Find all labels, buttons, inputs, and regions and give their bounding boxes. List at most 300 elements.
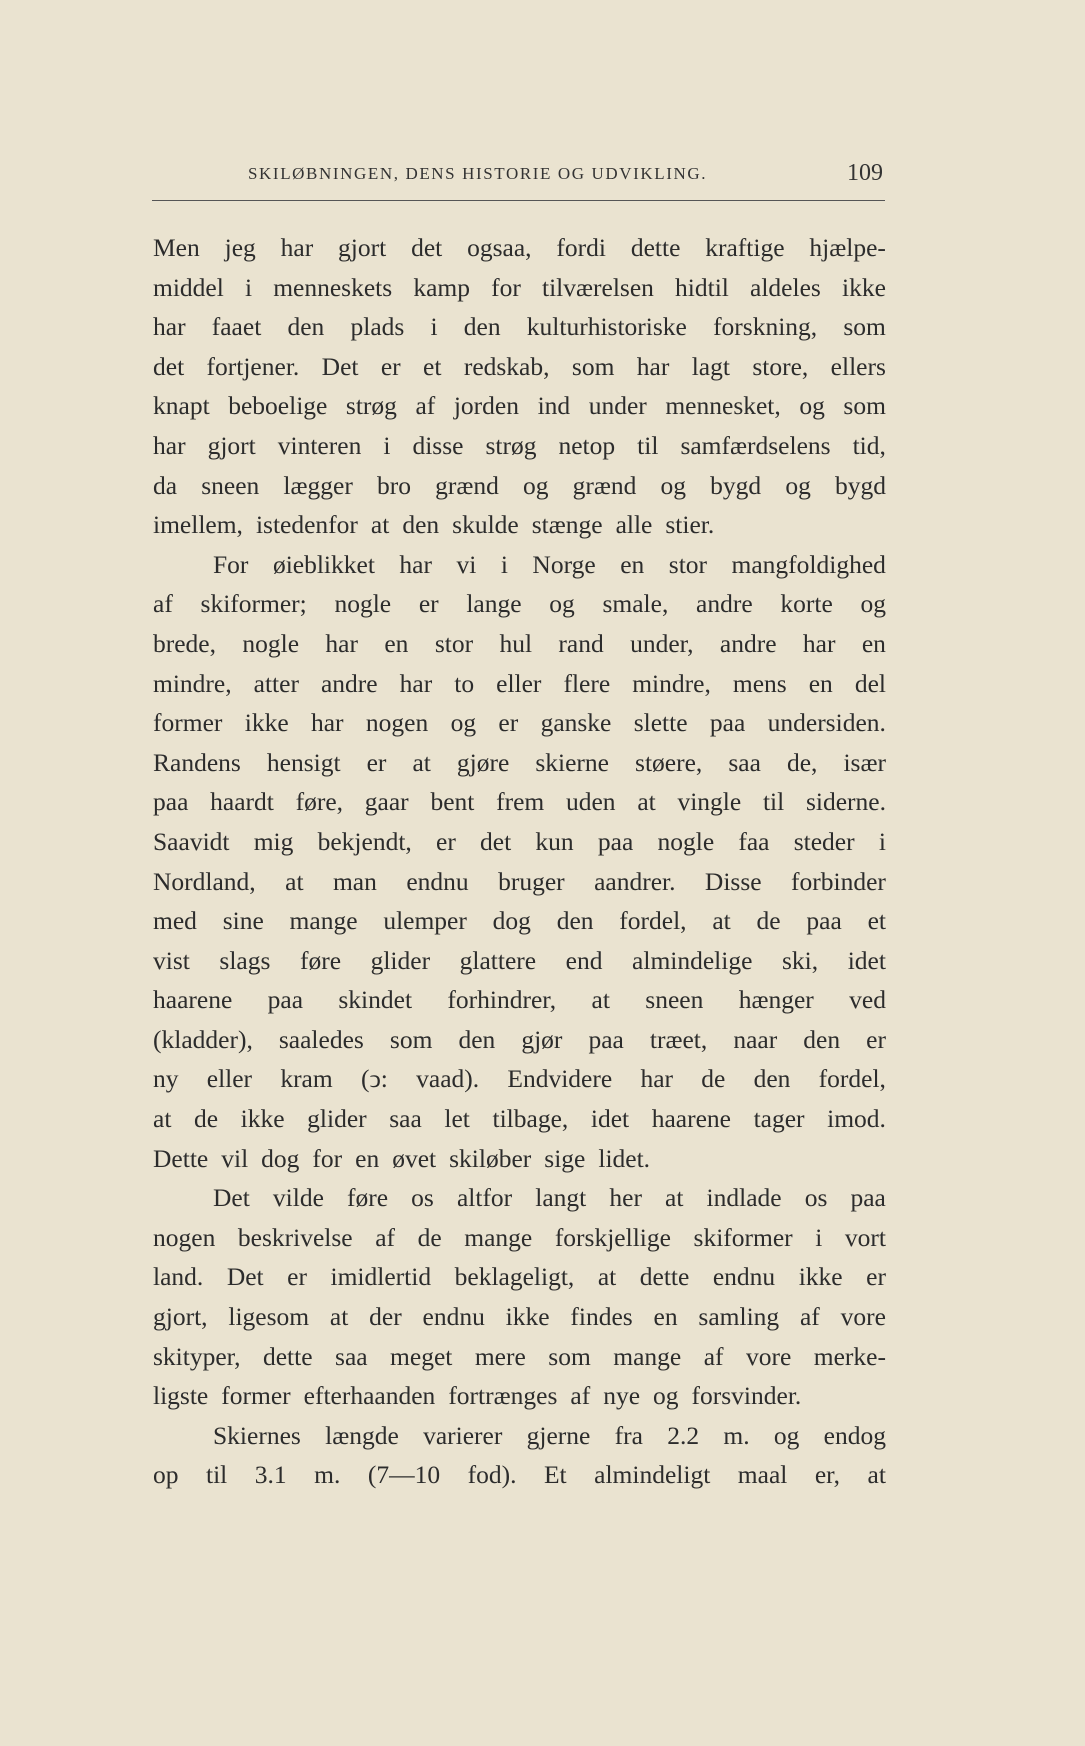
word: smale, (602, 589, 669, 619)
text-line (153, 545, 886, 585)
body-text (153, 228, 886, 1495)
word: og (660, 470, 687, 500)
word: alle (615, 510, 653, 540)
word: steder (793, 826, 855, 856)
word: skiformer (693, 1222, 793, 1252)
word: maal (737, 1460, 788, 1490)
text-line (153, 1416, 886, 1456)
word: i (244, 272, 253, 302)
text-line (153, 1297, 886, 1337)
word: skityper, (153, 1341, 241, 1371)
word: ikke (841, 272, 886, 302)
word: forskjellige (554, 1222, 671, 1252)
word: forsvinder. (691, 1381, 802, 1411)
word: rand (558, 628, 604, 658)
word: glider (370, 945, 431, 975)
word: vingle (677, 787, 742, 817)
word: dette (639, 1262, 690, 1292)
text-line (153, 822, 886, 862)
word: bruger (498, 866, 565, 896)
word: at (412, 747, 431, 777)
word: kamp (413, 272, 470, 302)
word: del (854, 668, 886, 698)
word: (7—10 (367, 1460, 441, 1490)
word: kun (535, 826, 574, 856)
word: imidlertid (330, 1262, 432, 1292)
word: det (480, 826, 512, 856)
word: som (843, 391, 886, 421)
word: som (389, 1024, 433, 1054)
word: faa (738, 826, 770, 856)
word: vore (745, 1341, 792, 1371)
word: saa (335, 1341, 368, 1371)
text-line (153, 980, 886, 1020)
word: glider (307, 1104, 367, 1134)
word: den (458, 1024, 496, 1054)
word: mindre, (632, 668, 711, 698)
word: Norge (532, 549, 596, 579)
word: saa (389, 1104, 422, 1134)
word: korte (780, 589, 833, 619)
word: lægger (283, 470, 353, 500)
word: andre (320, 668, 378, 698)
word: sine (222, 906, 264, 936)
word: de, (786, 747, 818, 777)
text-line (153, 426, 886, 466)
word: haarene (651, 1104, 731, 1134)
word: ulemper (383, 906, 467, 936)
text-line (153, 941, 886, 981)
word: har (153, 312, 186, 342)
word: paa (267, 985, 304, 1015)
word: er, (814, 1460, 841, 1490)
word: ski, (782, 945, 819, 975)
word: øieblikket (272, 549, 375, 579)
word: nogle (657, 826, 715, 856)
word: i (815, 1222, 823, 1252)
word: fod). (467, 1460, 517, 1490)
word: dog (261, 1143, 300, 1173)
word: m. (314, 1460, 341, 1490)
word: paa (806, 906, 842, 936)
text-line (153, 1020, 886, 1060)
word: former (153, 708, 223, 738)
word: man (332, 866, 377, 896)
word: kraftige (705, 233, 785, 262)
word: fortjener. (206, 351, 300, 381)
word: (kladder), (153, 1024, 253, 1054)
word: af (415, 391, 436, 421)
word: er (366, 747, 387, 777)
word: os (411, 1183, 434, 1213)
word: naar (733, 1024, 778, 1054)
text-line (153, 228, 886, 268)
word: hensigt (266, 747, 341, 777)
word: 2.2 (667, 1420, 700, 1450)
word: til (206, 1460, 228, 1490)
word: findes (570, 1302, 633, 1332)
word: langt (535, 1183, 587, 1213)
word: efterhaanden (303, 1381, 436, 1411)
word: og (549, 589, 575, 619)
word: til (637, 430, 659, 460)
word: forbinder (791, 866, 886, 896)
word: at (591, 985, 610, 1015)
word: øvet (392, 1143, 437, 1173)
word: en (384, 628, 409, 658)
word: mange (613, 1341, 682, 1371)
word: er (866, 1262, 886, 1292)
word: faaet (211, 312, 262, 342)
word: lidet. (598, 1143, 651, 1173)
word: vore (840, 1302, 886, 1332)
word: imellem, (153, 510, 243, 540)
word: en (808, 668, 833, 698)
word: tilværelsen (542, 272, 654, 302)
word: den (753, 1064, 791, 1094)
text-line (153, 1455, 886, 1495)
word: former (221, 1381, 291, 1411)
word: har (153, 430, 186, 460)
word: som (548, 1341, 591, 1371)
word: skulde (452, 510, 519, 540)
word: mangfoldighed (731, 549, 886, 579)
word: ny (153, 1064, 179, 1094)
word: med (153, 906, 197, 936)
word: har (640, 1064, 673, 1094)
word: endog (823, 1420, 886, 1450)
word: træet, (649, 1024, 708, 1054)
word: føre (299, 945, 342, 975)
word: paa (153, 787, 189, 817)
word: dette (630, 233, 681, 262)
word: er (436, 826, 456, 856)
word: hul (499, 628, 533, 658)
word: er (866, 1024, 886, 1054)
word: store, (752, 351, 809, 381)
word: eller (496, 668, 542, 698)
word: de (194, 1104, 219, 1134)
word: mange (464, 1222, 533, 1252)
word: undersiden. (767, 708, 886, 738)
word: os (804, 1183, 828, 1213)
word: vinteren (277, 430, 362, 460)
word: støere, (635, 747, 703, 777)
word: ved (849, 985, 886, 1015)
word: den (463, 312, 501, 342)
word: gjort (338, 233, 387, 262)
word: og (773, 1420, 800, 1450)
word: især (843, 747, 886, 777)
word: tid, (852, 430, 886, 460)
word: et (867, 906, 886, 936)
word: har (802, 628, 836, 658)
word: som (843, 312, 886, 342)
word: mens (732, 668, 787, 698)
word: kulturhistoriske (526, 312, 687, 342)
word: vaad). (416, 1064, 480, 1094)
word: de (417, 1222, 442, 1252)
text-line (153, 862, 886, 902)
text-line (153, 1099, 886, 1139)
word: idet (847, 945, 886, 975)
word: endnu (712, 1262, 776, 1292)
word: et (423, 351, 442, 381)
word: at (153, 1104, 172, 1134)
text-line (153, 505, 886, 545)
text-line (153, 1218, 886, 1258)
word: meget (390, 1341, 453, 1371)
word: haarene (153, 985, 233, 1015)
word: Nordland, (153, 866, 256, 896)
word: Men (153, 233, 200, 262)
word: er (287, 1262, 307, 1292)
word: jorden (453, 391, 519, 421)
word: andre (696, 589, 753, 619)
word: har (280, 233, 314, 262)
word: Det (213, 1183, 250, 1213)
word: at (370, 510, 390, 540)
word: Disse (704, 866, 762, 896)
word: ikke (798, 1262, 843, 1292)
word: skiformer; (200, 589, 307, 619)
word: fra (614, 1420, 643, 1450)
word: under (588, 391, 647, 421)
word: aandrer. (594, 866, 676, 896)
word: to (454, 668, 475, 698)
text-line (153, 386, 886, 426)
word: slette (633, 708, 688, 738)
word: glattere (459, 945, 537, 975)
word: den (803, 1024, 841, 1054)
word: grænd (572, 470, 637, 500)
word: saa (728, 747, 761, 777)
word: slags (219, 945, 271, 975)
word: paa (588, 1024, 624, 1054)
text-line (153, 782, 886, 822)
word: altfor (456, 1183, 513, 1213)
text-line (153, 466, 886, 506)
word: gaar (364, 787, 409, 817)
word: grænd (435, 470, 499, 500)
text-line (153, 703, 886, 743)
word: i (430, 312, 438, 342)
word: mange (289, 906, 358, 936)
text-line (153, 307, 886, 347)
word: strøg (485, 430, 537, 460)
word: Saavidt (153, 826, 230, 856)
word: fortrænges (448, 1381, 558, 1411)
word: i (383, 430, 391, 460)
word: Endvidere (507, 1064, 613, 1094)
word: at (329, 1302, 349, 1332)
word: har (310, 708, 344, 738)
word: almindelige (632, 945, 753, 975)
word: at (597, 1262, 617, 1292)
word: disse (412, 430, 464, 460)
word: under, (630, 628, 694, 658)
word: forhindrer, (447, 985, 557, 1015)
word: lange (466, 589, 522, 619)
word: m. (723, 1420, 750, 1450)
text-line (153, 1178, 886, 1218)
word: vilde (272, 1183, 324, 1213)
word: dette (262, 1341, 313, 1371)
word: stænge (531, 510, 603, 540)
word: nogen (153, 1222, 216, 1252)
header-rule (152, 200, 885, 201)
word: knapt (153, 391, 210, 421)
word: de (701, 1064, 726, 1094)
word: indlade (706, 1183, 782, 1213)
word: det (153, 351, 185, 381)
word: ligesom (228, 1302, 310, 1332)
word: ligste (153, 1381, 209, 1411)
word: fordel, (818, 1064, 886, 1094)
word: siderne. (805, 787, 886, 817)
word: føre, (295, 787, 344, 817)
word: frem (496, 787, 545, 817)
word: let (444, 1104, 470, 1134)
word: vort (844, 1222, 886, 1252)
word: fordel, (619, 906, 687, 936)
word: Dette (153, 1143, 209, 1173)
word: af (703, 1341, 724, 1371)
text-line (153, 624, 886, 664)
word: at (867, 1460, 886, 1490)
word: for (491, 272, 521, 302)
word: nogle (334, 589, 392, 619)
word: ind (537, 391, 571, 421)
word: plads (350, 312, 405, 342)
word: af (153, 589, 173, 619)
word: idet (590, 1104, 630, 1134)
word: stor (668, 549, 708, 579)
word: og (450, 708, 477, 738)
word: sneen (645, 985, 704, 1015)
word: bygd (834, 470, 886, 500)
word: hænger (738, 985, 814, 1015)
word: menneskets (273, 272, 393, 302)
word: gjør (521, 1024, 563, 1054)
word: en (861, 628, 886, 658)
word: hidtil (675, 272, 729, 302)
word: nye (603, 1381, 641, 1411)
word: beskrivelse (237, 1222, 353, 1252)
word: nogen (365, 708, 429, 738)
text-line (153, 1139, 886, 1179)
word: uden (565, 787, 616, 817)
word: nogle (242, 628, 300, 658)
word: vi (456, 549, 477, 579)
running-title: SKILØBNINGEN, DENS HISTORIE OG UDVIKLING. (248, 164, 708, 183)
word: da (153, 470, 178, 500)
word: og (653, 1381, 679, 1411)
word: Skiernes (213, 1420, 301, 1450)
word: gjort (207, 430, 256, 460)
word: som (571, 351, 615, 381)
word: gjort, (153, 1302, 208, 1332)
word: redskab, (463, 351, 550, 381)
word: der (369, 1302, 402, 1332)
word: ikke (240, 1104, 285, 1134)
word: andre (719, 628, 777, 658)
word: den (556, 906, 594, 936)
word: almindeligt (594, 1460, 711, 1490)
word: af (375, 1222, 396, 1252)
word: sige (544, 1143, 586, 1173)
word: Et (543, 1460, 567, 1490)
word: ikke (244, 708, 289, 738)
word: kram (280, 1064, 333, 1094)
word: For (213, 549, 249, 579)
word: for (312, 1143, 343, 1173)
word: i (878, 826, 886, 856)
word: den (402, 510, 440, 540)
word: ogsaa, (467, 233, 532, 262)
page-number: 109 (847, 160, 883, 186)
word: endnu (406, 866, 469, 896)
word: tilbage, (492, 1104, 569, 1134)
word: den (287, 312, 325, 342)
word: at (665, 1183, 684, 1213)
word: flere (563, 668, 611, 698)
word: endnu (422, 1302, 485, 1332)
text-line (153, 664, 886, 704)
word: (ↄ: (360, 1064, 388, 1094)
word: af (799, 1302, 820, 1332)
word: middel (153, 272, 224, 302)
word: mindre, (153, 668, 232, 698)
text-line (153, 347, 886, 387)
word: af (570, 1381, 591, 1411)
word: og (785, 470, 811, 500)
word: det (411, 233, 443, 262)
word: gjøre (456, 747, 510, 777)
word: paa (850, 1183, 886, 1213)
text-line (153, 1059, 886, 1099)
word: mere (474, 1341, 526, 1371)
word: stier. (665, 510, 715, 540)
word: bygd (710, 470, 762, 500)
word: stor (434, 628, 474, 658)
word: er (418, 589, 439, 619)
word: end (565, 945, 603, 975)
word: jeg (224, 233, 256, 262)
word: ellers (830, 351, 886, 381)
word: paa (709, 708, 746, 738)
text-line (153, 1376, 886, 1416)
word: skierne (535, 747, 609, 777)
word: de (756, 906, 781, 936)
word: at (712, 906, 731, 936)
word: ikke (505, 1302, 550, 1332)
word: at (637, 787, 656, 817)
page-header (152, 160, 885, 196)
word: bent (430, 787, 475, 817)
word: tager (753, 1104, 805, 1134)
word: en (653, 1302, 678, 1332)
word: samling (698, 1302, 780, 1332)
word: strøg (345, 391, 397, 421)
word: føre (347, 1183, 389, 1213)
word: har (636, 351, 670, 381)
word: gjerne (526, 1420, 591, 1450)
text-line (153, 743, 886, 783)
text-line (153, 901, 886, 941)
word: sneen (201, 470, 260, 500)
word: bro (376, 470, 411, 500)
